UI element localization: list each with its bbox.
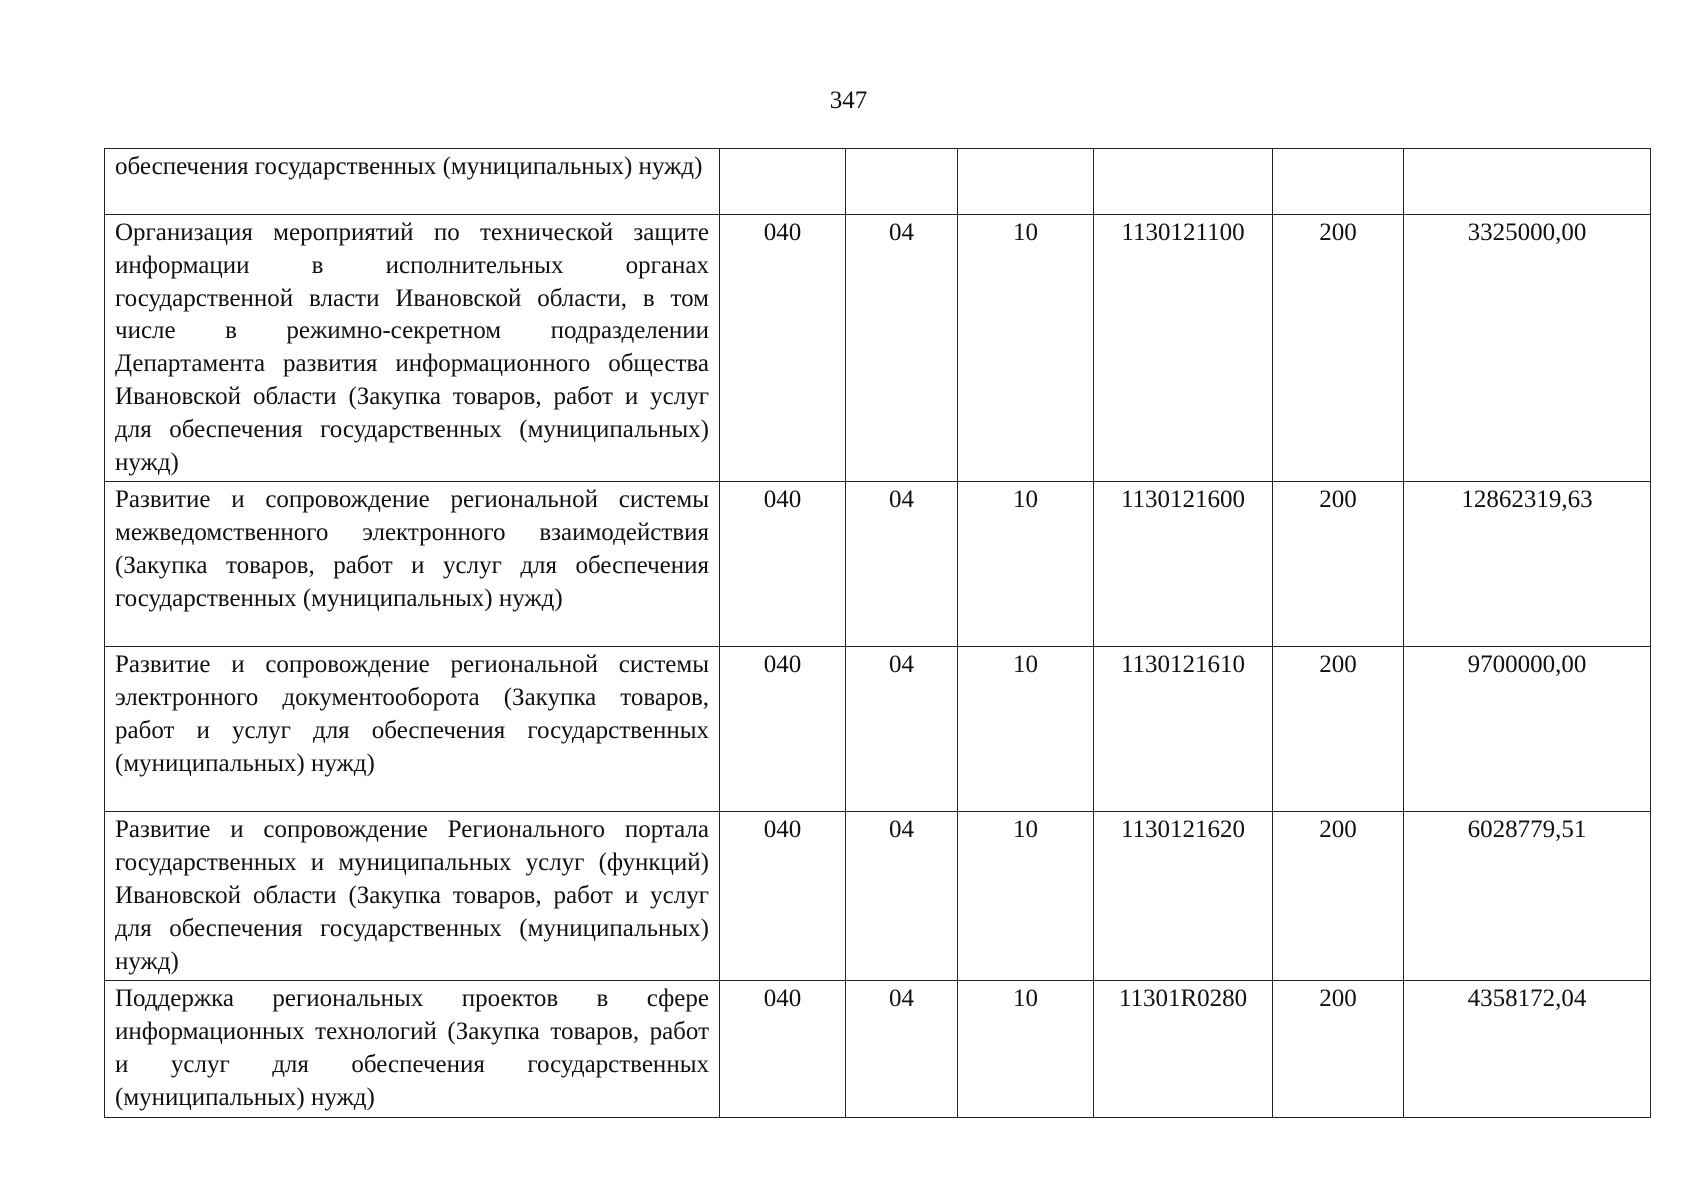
row-target-article [1094, 149, 1273, 215]
row-expense-type: 200 [1273, 647, 1404, 812]
row-section-code: 04 [846, 647, 958, 812]
row-ved-code: 040 [720, 981, 846, 1117]
row-sum: 9700000,00 [1404, 647, 1651, 812]
row-description: Развитие и сопровождение региональной системы межведомственного электронного взаимодействия (Закупка товаров, работ и услуг для обеспечения государственных (муниципальных) нужд) [105, 482, 720, 647]
table-row [105, 981, 1651, 1117]
row-target-article: 1130121100 [1094, 215, 1273, 482]
row-target-article: 1130121600 [1094, 482, 1273, 647]
row-ved-code: 040 [720, 482, 846, 647]
table-row [105, 812, 1651, 981]
row-ved-code [720, 149, 846, 215]
table-row [105, 149, 1651, 215]
row-section-code: 04 [846, 981, 958, 1117]
row-subsection-code: 10 [958, 482, 1094, 647]
row-description: Организация мероприятий по технической защите информации в исполнительных органах государственной власти Ивановской области, в том числе в режимно-секретном подразделении Департамента развития информационного общества Ивановской области (Закупка товаров, работ и услуг для обеспечения государственных (муниципальных) нужд) [105, 215, 720, 482]
row-description: Развитие и сопровождение Регионального портала государственных и муниципальных услуг (функций) Ивановской области (Закупка товаров, работ и услуг для обеспечения государственных (муниципальных) нужд) [105, 812, 720, 981]
row-section-code: 04 [846, 482, 958, 647]
row-ved-code: 040 [720, 647, 846, 812]
table-row [105, 482, 1651, 647]
row-target-article: 11301R0280 [1094, 981, 1273, 1117]
row-expense-type: 200 [1273, 482, 1404, 647]
row-expense-type [1273, 149, 1404, 215]
budget-table [104, 148, 1651, 1118]
row-subsection-code: 10 [958, 981, 1094, 1117]
row-sum: 12862319,63 [1404, 482, 1651, 647]
row-sum: 6028779,51 [1404, 812, 1651, 981]
row-description: Развитие и сопровождение региональной системы электронного документооборота (Закупка товаров, работ и услуг для обеспечения государственных (муниципальных) нужд) [105, 647, 720, 812]
row-sum [1404, 149, 1651, 215]
row-subsection-code [958, 149, 1094, 215]
table-row [105, 215, 1651, 482]
row-expense-type: 200 [1273, 981, 1404, 1117]
row-ved-code: 040 [720, 215, 846, 482]
row-section-code [846, 149, 958, 215]
row-subsection-code: 10 [958, 215, 1094, 482]
row-subsection-code: 10 [958, 647, 1094, 812]
row-description: Поддержка региональных проектов в сфере информационных технологий (Закупка товаров, работ и услуг для обеспечения государственных (муниципальных) нужд) [105, 981, 720, 1117]
row-expense-type: 200 [1273, 812, 1404, 981]
row-target-article: 1130121610 [1094, 647, 1273, 812]
row-section-code: 04 [846, 812, 958, 981]
row-sum: 3325000,00 [1404, 215, 1651, 482]
row-sum: 4358172,04 [1404, 981, 1651, 1117]
table-row [105, 647, 1651, 812]
row-description: обеспечения государственных (муниципальных) нужд) [105, 149, 720, 215]
row-section-code: 04 [846, 215, 958, 482]
row-subsection-code: 10 [958, 812, 1094, 981]
row-ved-code: 040 [720, 812, 846, 981]
row-target-article: 1130121620 [1094, 812, 1273, 981]
row-expense-type: 200 [1273, 215, 1404, 482]
page-number: 347 [829, 87, 868, 114]
